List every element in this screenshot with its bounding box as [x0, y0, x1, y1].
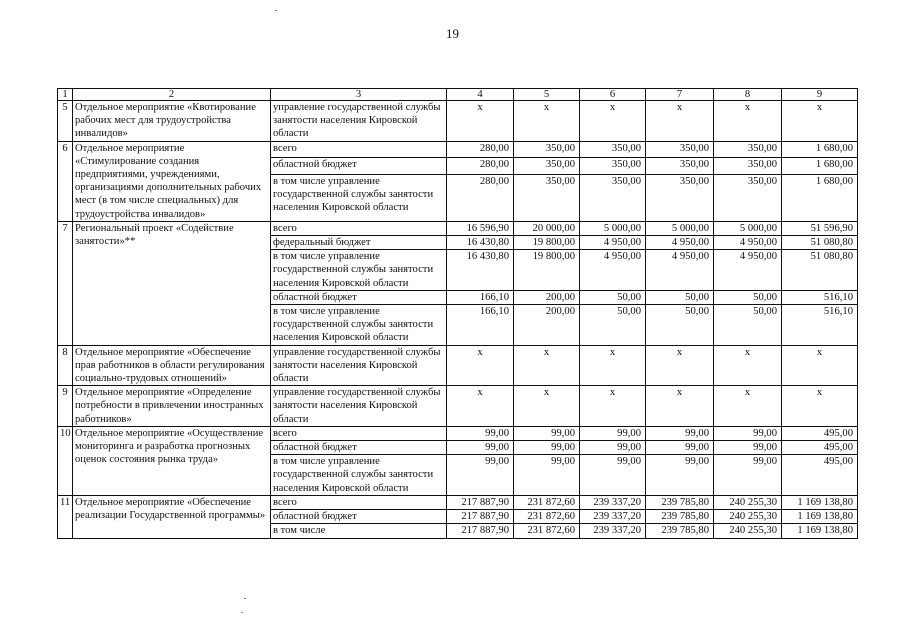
amount-cell: 217 887,90 [447, 495, 514, 509]
row-number: 9 [58, 386, 73, 427]
funding-source: в том числе управление государственной службы занятости населения Кировской области [271, 305, 447, 346]
amount-cell: 99,00 [580, 426, 646, 440]
funding-source: в том числе [271, 524, 447, 538]
funding-source: управление государственной службы занятости населения Кировской области [271, 101, 447, 142]
amount-cell: 5 000,00 [580, 221, 646, 235]
amount-cell: 50,00 [580, 305, 646, 346]
amount-cell: 20 000,00 [514, 221, 580, 235]
amount-cell: 99,00 [447, 426, 514, 440]
amount-cell: 166,10 [447, 305, 514, 346]
amount-cell: 350,00 [580, 174, 646, 221]
amount-cell: х [514, 101, 580, 142]
amount-cell: 99,00 [646, 455, 714, 496]
funding-source: всего [271, 426, 447, 440]
event-name: Отдельное мероприятие «Квотирование рабочих мест для трудоустройства инвалидов» [73, 101, 271, 142]
row-number: 11 [58, 495, 73, 538]
amount-cell: 5 000,00 [646, 221, 714, 235]
amount-cell: х [782, 345, 858, 386]
amount-cell: 50,00 [714, 290, 782, 304]
amount-cell: 5 000,00 [714, 221, 782, 235]
scan-speck [241, 612, 243, 613]
amount-cell: 1 169 138,80 [782, 495, 858, 509]
amount-cell: 239 785,80 [646, 510, 714, 524]
table-row [58, 495, 858, 509]
amount-cell: 19 800,00 [514, 236, 580, 250]
amount-cell: х [580, 386, 646, 427]
amount-cell: 516,10 [782, 305, 858, 346]
amount-cell: 1 169 138,80 [782, 510, 858, 524]
amount-cell: 99,00 [514, 455, 580, 496]
amount-cell: 99,00 [714, 426, 782, 440]
amount-cell: 350,00 [714, 158, 782, 175]
funding-source: областной бюджет [271, 441, 447, 455]
funding-source: областной бюджет [271, 510, 447, 524]
event-name: Отдельное мероприятие «Обеспечение реализации Государственной программы» [73, 495, 271, 538]
amount-cell: 99,00 [514, 426, 580, 440]
amount-cell: 280,00 [447, 174, 514, 221]
amount-cell: 350,00 [646, 158, 714, 175]
amount-cell: х [646, 386, 714, 427]
amount-cell: 166,10 [447, 290, 514, 304]
amount-cell: 99,00 [714, 441, 782, 455]
event-name: Региональный проект «Содействие занятости»** [73, 221, 271, 345]
row-number: 10 [58, 426, 73, 495]
amount-cell: 1 169 138,80 [782, 524, 858, 538]
amount-cell: 239 785,80 [646, 495, 714, 509]
amount-cell: 200,00 [514, 305, 580, 346]
amount-cell: 280,00 [447, 141, 514, 158]
funding-source: управление государственной службы занятости населения Кировской области [271, 386, 447, 427]
table-row [58, 141, 858, 158]
event-name: Отдельное мероприятие «Осуществление мониторинга и разработка прогнозных оценок состояния рынка труда» [73, 426, 271, 495]
column-number: 9 [782, 89, 858, 101]
table-body [58, 89, 858, 539]
amount-cell: 4 950,00 [714, 250, 782, 291]
amount-cell: 99,00 [714, 455, 782, 496]
amount-cell: х [714, 101, 782, 142]
funding-source: всего [271, 495, 447, 509]
amount-cell: 217 887,90 [447, 510, 514, 524]
amount-cell: 350,00 [714, 141, 782, 158]
amount-cell: 51 596,90 [782, 221, 858, 235]
amount-cell: 99,00 [646, 426, 714, 440]
amount-cell: 350,00 [580, 141, 646, 158]
amount-cell: х [580, 345, 646, 386]
funding-source: федеральный бюджет [271, 236, 447, 250]
amount-cell: 200,00 [514, 290, 580, 304]
amount-cell: 50,00 [646, 290, 714, 304]
amount-cell: х [646, 101, 714, 142]
amount-cell: х [447, 345, 514, 386]
amount-cell: 99,00 [580, 455, 646, 496]
column-number: 7 [646, 89, 714, 101]
amount-cell: 99,00 [514, 441, 580, 455]
amount-cell: 50,00 [714, 305, 782, 346]
funding-source: всего [271, 221, 447, 235]
amount-cell: 239 337,20 [580, 524, 646, 538]
amount-cell: х [514, 345, 580, 386]
table-row [58, 101, 858, 142]
table-row [58, 345, 858, 386]
amount-cell: х [447, 386, 514, 427]
budget-table [57, 88, 858, 539]
column-number-row [58, 89, 858, 101]
amount-cell: 99,00 [580, 441, 646, 455]
amount-cell: 240 255,30 [714, 495, 782, 509]
amount-cell: 16 430,80 [447, 236, 514, 250]
row-number: 7 [58, 221, 73, 345]
amount-cell: 1 680,00 [782, 158, 858, 175]
amount-cell: 350,00 [646, 174, 714, 221]
event-name: Отдельное мероприятие «Стимулирование создания предприятиями, учреждениями, организациями дополнительных рабочих мест (в том числе специальных) для трудоустройства инвалидов» [73, 141, 271, 221]
column-number: 5 [514, 89, 580, 101]
row-number: 8 [58, 345, 73, 386]
column-number: 4 [447, 89, 514, 101]
amount-cell: 495,00 [782, 455, 858, 496]
scan-speck [244, 598, 246, 599]
table-row [58, 426, 858, 440]
amount-cell: х [447, 101, 514, 142]
amount-cell: х [646, 345, 714, 386]
amount-cell: 4 950,00 [714, 236, 782, 250]
amount-cell: 19 800,00 [514, 250, 580, 291]
amount-cell: х [714, 345, 782, 386]
amount-cell: 4 950,00 [580, 250, 646, 291]
amount-cell: 280,00 [447, 158, 514, 175]
amount-cell: 1 680,00 [782, 174, 858, 221]
amount-cell: 240 255,30 [714, 524, 782, 538]
amount-cell: 239 337,20 [580, 495, 646, 509]
amount-cell: 51 080,80 [782, 236, 858, 250]
amount-cell: 350,00 [580, 158, 646, 175]
amount-cell: 350,00 [514, 174, 580, 221]
amount-cell: 16 596,90 [447, 221, 514, 235]
table-row [58, 386, 858, 427]
amount-cell: 99,00 [447, 441, 514, 455]
funding-source: в том числе управление государственной службы занятости населения Кировской области [271, 174, 447, 221]
funding-source: областной бюджет [271, 290, 447, 304]
amount-cell: х [782, 101, 858, 142]
table-row [58, 221, 858, 235]
amount-cell: 231 872,60 [514, 524, 580, 538]
amount-cell: х [714, 386, 782, 427]
row-number: 5 [58, 101, 73, 142]
funding-source: в том числе управление государственной службы занятости населения Кировской области [271, 250, 447, 291]
amount-cell: 350,00 [646, 141, 714, 158]
amount-cell: 495,00 [782, 426, 858, 440]
amount-cell: х [514, 386, 580, 427]
amount-cell: 4 950,00 [580, 236, 646, 250]
row-number: 6 [58, 141, 73, 221]
amount-cell: 239 785,80 [646, 524, 714, 538]
amount-cell: 50,00 [580, 290, 646, 304]
amount-cell: 350,00 [514, 141, 580, 158]
amount-cell: 99,00 [447, 455, 514, 496]
amount-cell: 240 255,30 [714, 510, 782, 524]
scan-speck [275, 10, 277, 11]
funding-source: в том числе управление государственной службы занятости населения Кировской области [271, 455, 447, 496]
amount-cell: 350,00 [714, 174, 782, 221]
funding-source: областной бюджет [271, 158, 447, 175]
column-number: 2 [73, 89, 271, 101]
event-name: Отдельное мероприятие «Обеспечение прав работников в области регулирования социально-трудовых отношений» [73, 345, 271, 386]
amount-cell: 231 872,60 [514, 510, 580, 524]
amount-cell: х [782, 386, 858, 427]
column-number: 8 [714, 89, 782, 101]
page-number: 19 [446, 26, 459, 41]
amount-cell: 50,00 [646, 305, 714, 346]
column-number: 6 [580, 89, 646, 101]
amount-cell: х [580, 101, 646, 142]
amount-cell: 4 950,00 [646, 250, 714, 291]
amount-cell: 99,00 [646, 441, 714, 455]
column-number: 3 [271, 89, 447, 101]
amount-cell: 16 430,80 [447, 250, 514, 291]
amount-cell: 231 872,60 [514, 495, 580, 509]
event-name: Отдельное мероприятие «Определение потребности в привлечении иностранных работников» [73, 386, 271, 427]
amount-cell: 1 680,00 [782, 141, 858, 158]
funding-source: управление государственной службы занятости населения Кировской области [271, 345, 447, 386]
amount-cell: 217 887,90 [447, 524, 514, 538]
amount-cell: 239 337,20 [580, 510, 646, 524]
amount-cell: 51 080,80 [782, 250, 858, 291]
amount-cell: 350,00 [514, 158, 580, 175]
amount-cell: 4 950,00 [646, 236, 714, 250]
column-number: 1 [58, 89, 73, 101]
funding-source: всего [271, 141, 447, 158]
amount-cell: 516,10 [782, 290, 858, 304]
amount-cell: 495,00 [782, 441, 858, 455]
